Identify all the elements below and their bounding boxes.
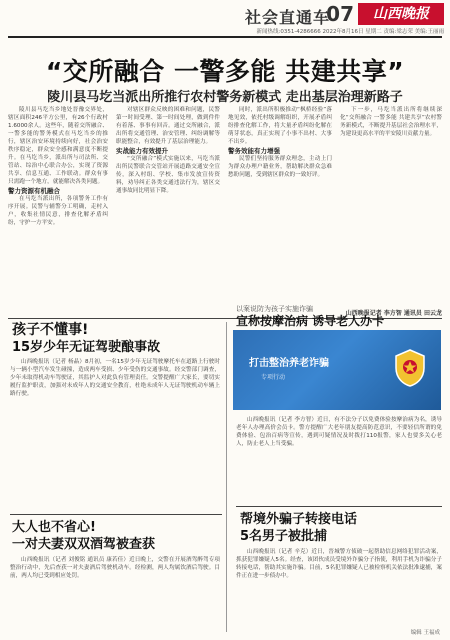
page-number: 07 bbox=[326, 2, 354, 26]
lead-paragraph: 陵川县马圪当乡地处晋豫交界处，辖区面积246平方公里，有26个行政村1.6000余人。这些年，随着交所融合、一警多能的警务模式在马圪当乡的推行，辖区治安环境持续向好，社会治安秩序稳定，群众安全感和满意度不断提升。在马圪当乡，派出所与司法所、交管站、综治中心联合办公，实现了资源共享、信息互通、工作联动。群众有事只需跑一个地方，就能解决各类问题。 bbox=[8, 107, 108, 185]
lead-paragraph: “交所融合”模式实施以来，马圪当派出所民警联合交管站开展道路交通安全宣传，深入村组、学校、集市发放宣传资料，劝导纠正各类交通违法行为，辖区交通事故同比明显下降。 bbox=[116, 156, 220, 194]
masthead bbox=[0, 0, 450, 36]
lead-column-3 bbox=[228, 106, 332, 316]
lead-subhead-3: 警务效能有力增强 bbox=[228, 147, 280, 155]
story-drunk-title: 大人也不省心! bbox=[12, 520, 96, 535]
story-paragraph: 山西晚报讯（记者 杨晶）8月初，一名15岁少年无证驾驶摩托车在道路上行驶时与一辆小型汽车发生碰撞，造成两车受损、少年受伤的交通事故。经交警部门调查，少年未取得机动车驾驶证，其监护人对此负有管理责任。交警提醒广大家长，要切实履行监护职责，加强对未成年人的交通安全教育，杜绝未成年人无证驾驶机动车辆上路行驶。 bbox=[10, 359, 220, 397]
masthead-rule bbox=[8, 36, 442, 38]
story-phone-body bbox=[236, 548, 442, 626]
lead-column-1 bbox=[8, 106, 108, 316]
lead-paragraph: 下一步，马圪当派出所将继续深化“交所融合 一警多能 共建共享”农村警务新模式，不断提升基层社会治理水平，为建设更高水平的平安陵川贡献力量。 bbox=[340, 107, 442, 137]
masthead-info: 新闻热线:0351-4286666 2022年8月16日 星期二 责编:梁志荣 美编:王丽雨 bbox=[256, 29, 444, 35]
story-fraud-kicker: 以案说防为孩子实施诈骗 bbox=[236, 305, 313, 313]
lead-paragraph: 同时，派出所积极推动“枫桥经验”落地见效，依托村级调解组织，开展矛盾纠纷排查化解工作，将大量矛盾纠纷化解在萌芽状态，真正实现了小事不出村、大事不出乡。 bbox=[228, 107, 332, 145]
photo-banner-text: 打击整治养老诈骗 bbox=[249, 358, 329, 369]
lead-byline: 山西晚报记者 李方智 通讯员 田云龙 bbox=[345, 310, 442, 317]
story-fraud-title: 宣称按摩治病 诱导老人办卡 bbox=[236, 314, 385, 328]
story-paragraph: 山西晚报讯（记者 辛克）近日，晋城警方侦破一起帮助信息网络犯罪活动案，抓获犯罪嫌疑人5名。经查，该团伙成员受境外诈骗分子指使，利用手机为诈骗分子转接电话，帮助其实施诈骗。目前，5名犯罪嫌疑人已被检察机关依法批准逮捕，案件正在进一步侦办中。 bbox=[236, 549, 442, 579]
column-divider bbox=[226, 322, 227, 632]
fraud-campaign-photo bbox=[233, 330, 441, 410]
story-paragraph: 山西晚报讯（记者 刘俊铭 通讯员 康若佳）近日晚上，交警在开展酒驾醉驾专项整治行动中，先后查获一对夫妻酒后驾驶机动车。经检测，两人均属饮酒后驾驶。目前，两人均已受到相应处罚。 bbox=[10, 557, 220, 579]
lead-headline: “交所融合 一警多能 共建共享” bbox=[45, 57, 405, 86]
lead-paragraph: 在马圪当派出所，各项警务工作有序开展。民警与辅警分工明确，走村入户，收集社情民意，排查化解矛盾纠纷，守护一方平安。 bbox=[8, 196, 108, 226]
page-editor: 编辑 王福成 bbox=[410, 630, 440, 636]
section-title: 社会直通车 bbox=[244, 8, 330, 27]
story-phone-title: 帮境外骗子转接电话 bbox=[240, 512, 358, 527]
story-phone-title-2: 5名男子被批捕 bbox=[240, 529, 328, 544]
lead-paragraph: 民警们坚持服务群众理念，主动上门为群众办理户籍业务，帮助解决群众急难愁盼问题，受到辖区群众的一致好评。 bbox=[228, 156, 332, 178]
lead-column-4 bbox=[340, 106, 442, 306]
story-divider bbox=[10, 514, 222, 515]
photo-banner-subtext: 专项行动 bbox=[261, 374, 286, 381]
story-fraud-body bbox=[236, 416, 442, 502]
lead-subhead-2: 实战能力有效提升 bbox=[116, 147, 168, 155]
lead-subheadline: 陵川县马圪当派出所推行农村警务新模式 走出基层治理新路子 bbox=[47, 90, 403, 105]
story-fifteen-title-2: 15岁少年无证驾驶酿事故 bbox=[12, 340, 161, 355]
story-divider bbox=[236, 506, 442, 507]
story-drunk-body bbox=[10, 556, 220, 626]
lead-subhead-1: 警力资源有机融合 bbox=[8, 187, 60, 195]
police-shield-icon bbox=[393, 348, 427, 388]
lead-paragraph: 对辖区群众反映的困难和问题，民警第一时间受理、第一时间处理，做到件件有着落、事事有回音。通过交所融合，派出所将交通管理、治安管理、纠纷调解等职能整合，有效提升了基层治理能力。 bbox=[116, 107, 220, 145]
newspaper-logo: 山西晚报 bbox=[358, 3, 444, 25]
lead-column-2 bbox=[116, 106, 220, 316]
story-paragraph: 山西晚报讯（记者 李方智）近日，有不法分子以免费体验按摩治病为名，诱导老年人办理高价会员卡。警方提醒广大老年朋友提高防范意识，不要轻信所谓的免费体验、包治百病等宣传，遇到可疑情况及时拨打110报警，家人也要多关心老人，防止老人上当受骗。 bbox=[236, 417, 442, 447]
story-fifteen-body bbox=[10, 358, 220, 508]
story-drunk-title-2: 一对夫妻双双酒驾被查获 bbox=[12, 537, 156, 552]
story-fifteen-title: 孩子不懂事! bbox=[12, 322, 89, 338]
